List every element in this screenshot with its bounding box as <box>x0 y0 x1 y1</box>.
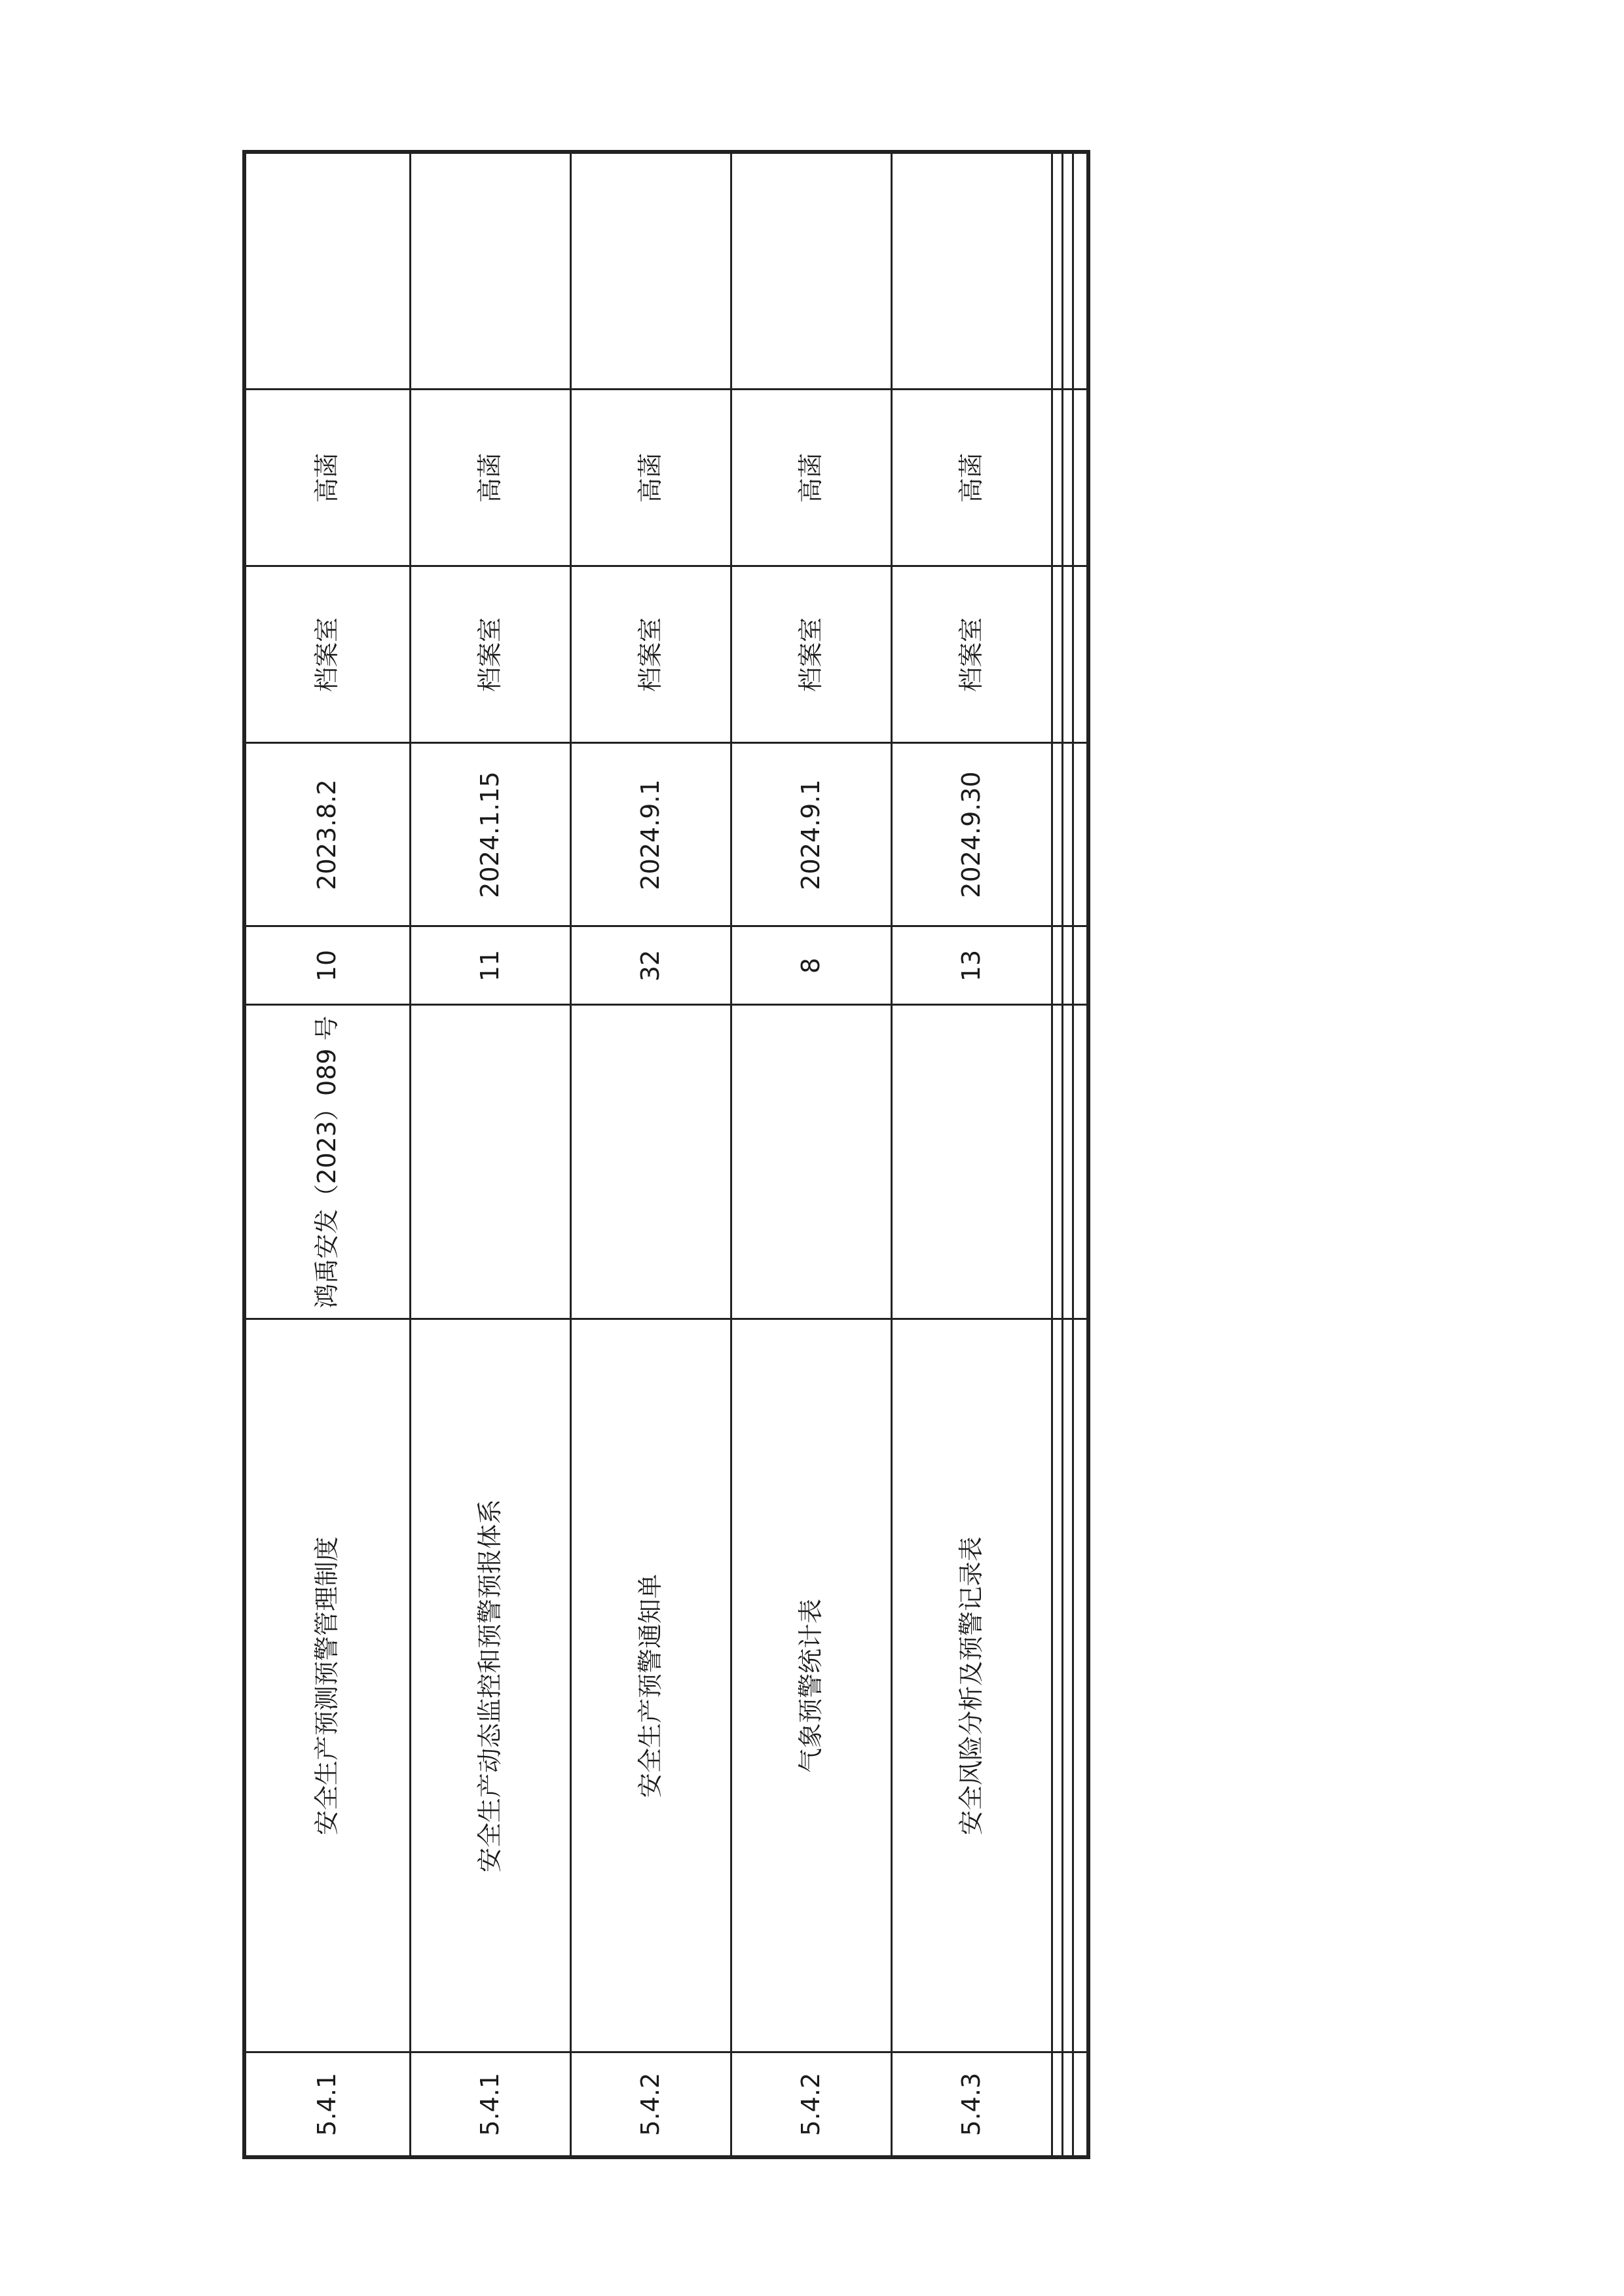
page-count-cell <box>1063 926 1073 1005</box>
storage-location-cell <box>1052 566 1063 743</box>
remark-cell <box>1052 152 1063 390</box>
document-title-cell: 安全生产动态监控和预警预报体系 <box>410 1319 570 2052</box>
storage-location-cell: 档案室 <box>410 566 570 743</box>
storage-location-cell <box>1073 566 1088 743</box>
table-row <box>892 152 1052 2157</box>
table-row <box>244 152 410 2157</box>
page-count-cell <box>1052 926 1063 1005</box>
date-cell <box>1052 743 1063 926</box>
document-title-cell <box>1052 1319 1063 2052</box>
date-cell: 2024.1.15 <box>410 743 570 926</box>
archive-index-table <box>242 150 1090 2159</box>
table-row <box>731 152 891 2157</box>
document-title-cell <box>1063 1319 1073 2052</box>
remark-cell <box>570 152 731 390</box>
document-number-cell <box>410 1005 570 1319</box>
remark-cell <box>892 152 1052 390</box>
remark-cell <box>410 152 570 390</box>
date-cell: 2024.9.1 <box>570 743 731 926</box>
document-table-region <box>242 154 1090 2159</box>
custodian-cell: 高菡 <box>892 390 1052 566</box>
custodian-cell <box>1052 390 1063 566</box>
table-row <box>410 152 570 2157</box>
storage-location-cell: 档案室 <box>892 566 1052 743</box>
clause-code-cell <box>1052 2052 1063 2157</box>
document-number-cell: 鸿禹安发（2023）089 号 <box>244 1005 410 1319</box>
storage-location-cell: 档案室 <box>570 566 731 743</box>
date-cell: 2024.9.30 <box>892 743 1052 926</box>
page-count-cell <box>1073 926 1088 1005</box>
clause-code-cell <box>1073 2052 1088 2157</box>
date-cell <box>1073 743 1088 926</box>
storage-location-cell: 档案室 <box>244 566 410 743</box>
page-count-cell: 10 <box>244 926 410 1005</box>
table-row <box>1063 152 1073 2157</box>
table-row <box>1052 152 1063 2157</box>
table-row <box>570 152 731 2157</box>
document-title-cell: 气象预警统计表 <box>731 1319 891 2052</box>
document-title-cell: 安全生产预警通知单 <box>570 1319 731 2052</box>
clause-code-cell: 5.4.2 <box>570 2052 731 2157</box>
document-number-cell <box>892 1005 1052 1319</box>
document-number-cell <box>1063 1005 1073 1319</box>
page-count-cell: 8 <box>731 926 891 1005</box>
custodian-cell: 高菡 <box>410 390 570 566</box>
document-number-cell <box>1073 1005 1088 1319</box>
custodian-cell: 高菡 <box>570 390 731 566</box>
remark-cell <box>1063 152 1073 390</box>
date-cell <box>1063 743 1073 926</box>
table-row <box>1073 152 1088 2157</box>
clause-code-cell: 5.4.1 <box>410 2052 570 2157</box>
page-count-cell: 13 <box>892 926 1052 1005</box>
custodian-cell <box>1073 390 1088 566</box>
document-title-cell: 安全风险分析及预警记录表 <box>892 1319 1052 2052</box>
remark-cell <box>1073 152 1088 390</box>
remark-cell <box>244 152 410 390</box>
document-title-cell <box>1073 1319 1088 2052</box>
date-cell: 2024.9.1 <box>731 743 891 926</box>
rotated-table-frame <box>242 154 1090 2159</box>
date-cell: 2023.8.2 <box>244 743 410 926</box>
document-number-cell <box>1052 1005 1063 1319</box>
document-number-cell <box>731 1005 891 1319</box>
custodian-cell <box>1063 390 1073 566</box>
document-title-cell: 安全生产预测预警管理制度 <box>244 1319 410 2052</box>
custodian-cell: 高菡 <box>244 390 410 566</box>
storage-location-cell <box>1063 566 1073 743</box>
document-number-cell <box>570 1005 731 1319</box>
table-body <box>244 152 1088 2157</box>
remark-cell <box>731 152 891 390</box>
storage-location-cell: 档案室 <box>731 566 891 743</box>
clause-code-cell: 5.4.1 <box>244 2052 410 2157</box>
clause-code-cell: 5.4.2 <box>731 2052 891 2157</box>
page-count-cell: 11 <box>410 926 570 1005</box>
clause-code-cell: 5.4.3 <box>892 2052 1052 2157</box>
page-count-cell: 32 <box>570 926 731 1005</box>
custodian-cell: 高菡 <box>731 390 891 566</box>
clause-code-cell <box>1063 2052 1073 2157</box>
